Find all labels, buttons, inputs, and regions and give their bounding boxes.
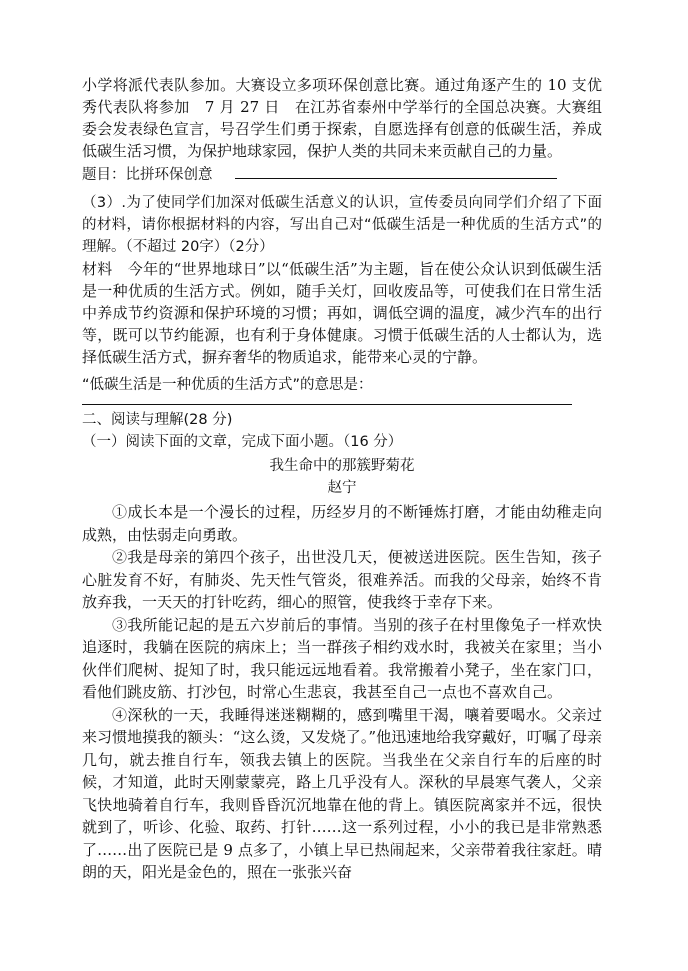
exam-page bbox=[82, 74, 602, 884]
meaning-prompt: “低碳生活是一种优质的生活方式”的意思是： bbox=[82, 377, 373, 393]
article-paragraph-1: ①成长本是一个漫长的过程，历经岁月的不断锤炼打磨，才能由幼稚走向成熟，由怯弱走向勇敢。 bbox=[82, 503, 602, 544]
question-3: （3）.为了使同学们加深对低碳生活意义的认识，宣传委员向同学们介绍了下面的材料，请你根据材料的内容，写出自己对“低碳生活是一种优质的生活方式”的理解。（不超过 20字）（2分） bbox=[82, 195, 602, 255]
material-paragraph: 材料 今年的“世界地球日”以“低碳生活”为主题，旨在使公众认识到低碳生活是一种优质的生活方式。例如，随手关灯，回收废品等，可使我们在日常生活中养成节约资源和保护环境的习惯；再如，调低空调的温度，减少汽车的出行等，既可以节约能源，也有利于身体健康。习惯于低碳生活的人士都认为，选择低碳生活方式，摒弃奢华的物质追求，能带来心灵的宁静。 bbox=[82, 260, 602, 366]
title-prompt: 题目：比拼环保创意 bbox=[82, 167, 213, 183]
article-paragraph-2: ②我是母亲的第四个孩子，出世没几天，便被送进医院。医生告知，孩子心脏发育不好，有肺炎、先天性气管炎，很难养活。而我的父母亲，始终不肯放弃我，一天天的打针吃药，细心的照管，使我终于幸存下来。 bbox=[82, 548, 602, 611]
subsection-1-heading: （一）阅读下面的文章，完成下面小题。（16 分） bbox=[82, 434, 403, 450]
title-line bbox=[82, 164, 602, 186]
article-author: 赵宁 bbox=[327, 480, 357, 496]
intro-paragraph: 小学将派代表队参加。大赛设立多项环保创意比赛。通过角逐产生的 10 支优秀代表队将参加 7 月 27 日 在江苏省泰州中学举行的全国总决赛。大赛组委会发表绿色宣言，号召学生们勇于探索，自愿选择有创意的低碳生活，养成低碳生活习惯，为保护地球家园，保护人类的共同未来贡献自己的力量。 bbox=[82, 76, 602, 160]
title-answer-blank[interactable] bbox=[235, 177, 557, 179]
article-paragraph-4: ④深秋的一天，我睡得迷迷糊糊的，感到嘴里干渴，嚷着要喝水。父亲过来习惯地摸我的额头：“这么烫，又发烧了。”他迅速地给我穿戴好，叮嘱了母亲几句，就去推自行车，领我去镇上的医院。当我坐在父亲自行车的后座的时候，才知道，此时天刚蒙蒙亮，路上几乎没有人。深秋的早晨寒气袭人，父亲飞快地骑着自行车，我则昏昏沉沉地靠在他的背上。镇医院离家并不远，很快就到了，听诊、化验、取药、打针……这一系列过程，小小的我已是非常熟悉了……出了医院已是 9 点多了，小镇上早已热闹起来，父亲带着我往家赶。晴朗的天，阳光是金色的，照在一张张兴奋 bbox=[82, 705, 602, 881]
article-paragraph-3: ③我所能记起的是五六岁前后的事情。当别的孩子在村里像兔子一样欢快追逐时，我躺在医院的病床上；当一群孩子相约戏水时，我被关在家里；当小伙伴们爬树、捉知了时，我只能远远地看着。我常搬着小凳子，坐在家门口，看他们跳皮筋、打沙包，时常心生悲哀，我甚至自己一点也不喜欢自己。 bbox=[82, 615, 602, 701]
article-title: 我生命中的那簇野菊花 bbox=[269, 458, 415, 474]
meaning-answer-line[interactable] bbox=[82, 404, 572, 405]
section-2-heading: 二、阅读与理解(28 分) bbox=[82, 412, 233, 428]
